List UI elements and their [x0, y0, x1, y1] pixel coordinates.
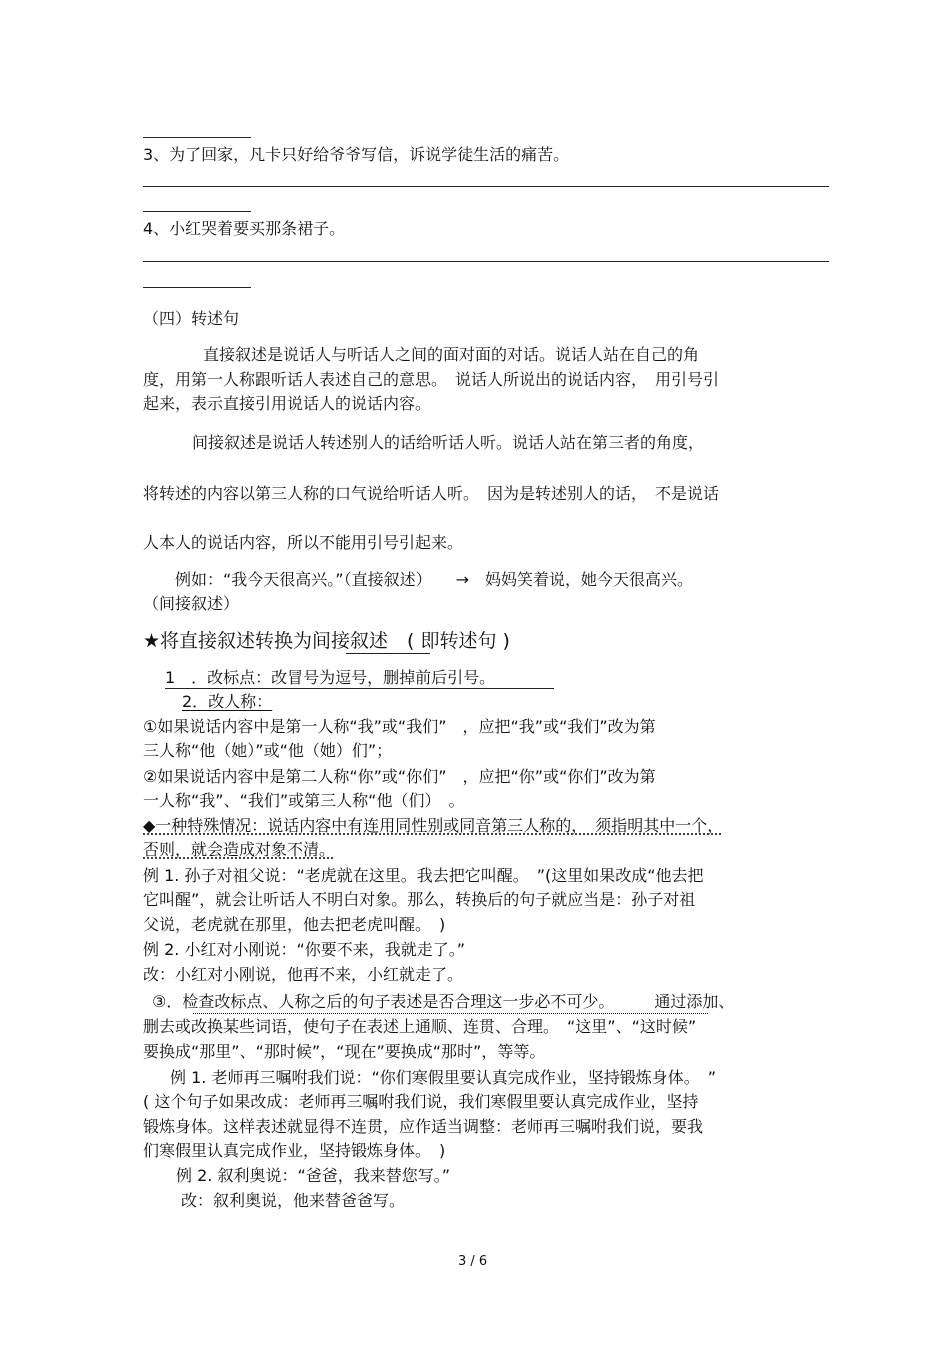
indirect-narration-line-3: 人本人的说话内容，所以不能用引号引起来。 [143, 533, 464, 552]
special-case-line-2: 否则，就会造成对象不清。 [143, 840, 336, 859]
answer-line [143, 186, 829, 187]
direct-narration-line-2: 度，用第一人称跟听话人表述自己的意思。 说话人所说出的说话内容， 用引号引 [143, 370, 720, 389]
page-number: 3 / 6 [458, 1254, 488, 1269]
example-3-line-1: 例 1. 老师再三嘱咐我们说：“你们寒假里要认真完成作业，坚持锻炼身体。 ” [170, 1068, 717, 1087]
question-3: 3、为了回家，凡卡只好给爷爷写信，诉说学徒生活的痛苦。 [143, 145, 570, 164]
heading-underline [346, 653, 430, 654]
direct-narration-line-3: 起来，表示直接引用说话人的说话内容。 [143, 394, 432, 413]
rule-1-text: 1 ．改标点：改冒号为逗号，删掉前后引号。 [165, 668, 496, 687]
question-4: 4、小红哭着要买那条裙子。 [143, 219, 346, 238]
example-3-line-4: 们寒假里认真完成作业，坚持锻炼身体。 ) [143, 1141, 446, 1160]
example-3-line-2: ( 这个句子如果改成：老师再三嘱咐我们说，我们寒假里要认真完成作业，坚持 [143, 1092, 699, 1111]
case-2-line-2: 一人称“我”、“我们”或第三人称“他（们） 。 [143, 791, 465, 810]
answer-line [143, 261, 829, 262]
case-3-line-1: ③．检查改标点、人称之后的句子表述是否合理这一步必不可少。 通过添加、 [152, 992, 735, 1011]
example-3-line-3: 锻炼身体。这样表述就显得不连贯，应作适当调整：老师再三嘱咐我们说，要我 [143, 1117, 704, 1136]
case-2-line-1: ②如果说话内容中是第二人称“你”或“你们” ，应把“你”或“你们”改为第 [143, 767, 656, 786]
example-4-line-1: 例 2. 叙利奥说：“爸爸，我来替您写。” [176, 1166, 451, 1185]
case-3-line-3: 要换成“那里”、“那时候”，“现在”要换成“那时”，等等。 [143, 1042, 546, 1061]
special-case-line-1: ◆一种特殊情况：说话内容中有连用同性别或同音第三人称的， 须指明其中一个， [143, 816, 724, 835]
conversion-heading: ★将直接叙述转换为间接叙述 ( 即转述句 ) [143, 630, 510, 652]
rule-2: 2．改人称： [182, 692, 273, 711]
example-2-line-1: 例 2. 小红对小刚说：“你要不来，我就走了。” [143, 940, 466, 959]
indirect-narration-line-1: 间接叙述是说话人转述别人的话给听话人听。说话人站在第三者的角度， [192, 433, 705, 452]
example-1-line-2: 它叫醒”，就会让听话人不明白对象。那么，转换后的句子就应当是：孙子对祖 [143, 890, 696, 909]
example-2-line-2: 改：小红对小刚说，他再不来，小红就走了。 [143, 965, 464, 984]
example-line-1: 例如：“我今天很高兴。”（直接叙述） → 妈妈笑着说，她今天很高兴。 [175, 570, 693, 589]
answer-line [143, 137, 251, 138]
answer-line [143, 211, 251, 212]
case-1-line-1: ①如果说话内容中是第一人称“我”或“我们” ，应把“我”或“我们”改为第 [143, 717, 656, 736]
example-1-line-1: 例 1. 孙子对祖父说：“老虎就在这里。我去把它叫醒。 ”(这里如果改成“他去把 [143, 866, 704, 885]
case-3-dotted-underline [193, 1013, 708, 1014]
section-heading: （四）转述句 [143, 309, 240, 328]
example-line-2: （间接叙述） [143, 594, 240, 613]
example-4-line-2: 改：叙利奥说，他来替爸爸写。 [181, 1191, 406, 1210]
case-1-line-2: 三人称“他（她）”或“他（她）们”； [143, 741, 393, 760]
case-3-line-2: 删去或改换某些词语，使句子在表述上通顺、连贯、合理。 “这里”、“这时候” [143, 1017, 697, 1036]
indirect-narration-line-2: 将转述的内容以第三人称的口气说给听话人听。 因为是转述别人的话， 不是说话 [143, 484, 720, 503]
answer-line [143, 287, 251, 288]
example-1-line-3: 父说，老虎就在那里，他去把老虎叫醒。 ) [143, 915, 446, 934]
rule-1 [165, 668, 554, 689]
direct-narration-line-1: 直接叙述是说话人与听话人之间的面对面的对话。说话人站在自己的角 [203, 345, 700, 364]
